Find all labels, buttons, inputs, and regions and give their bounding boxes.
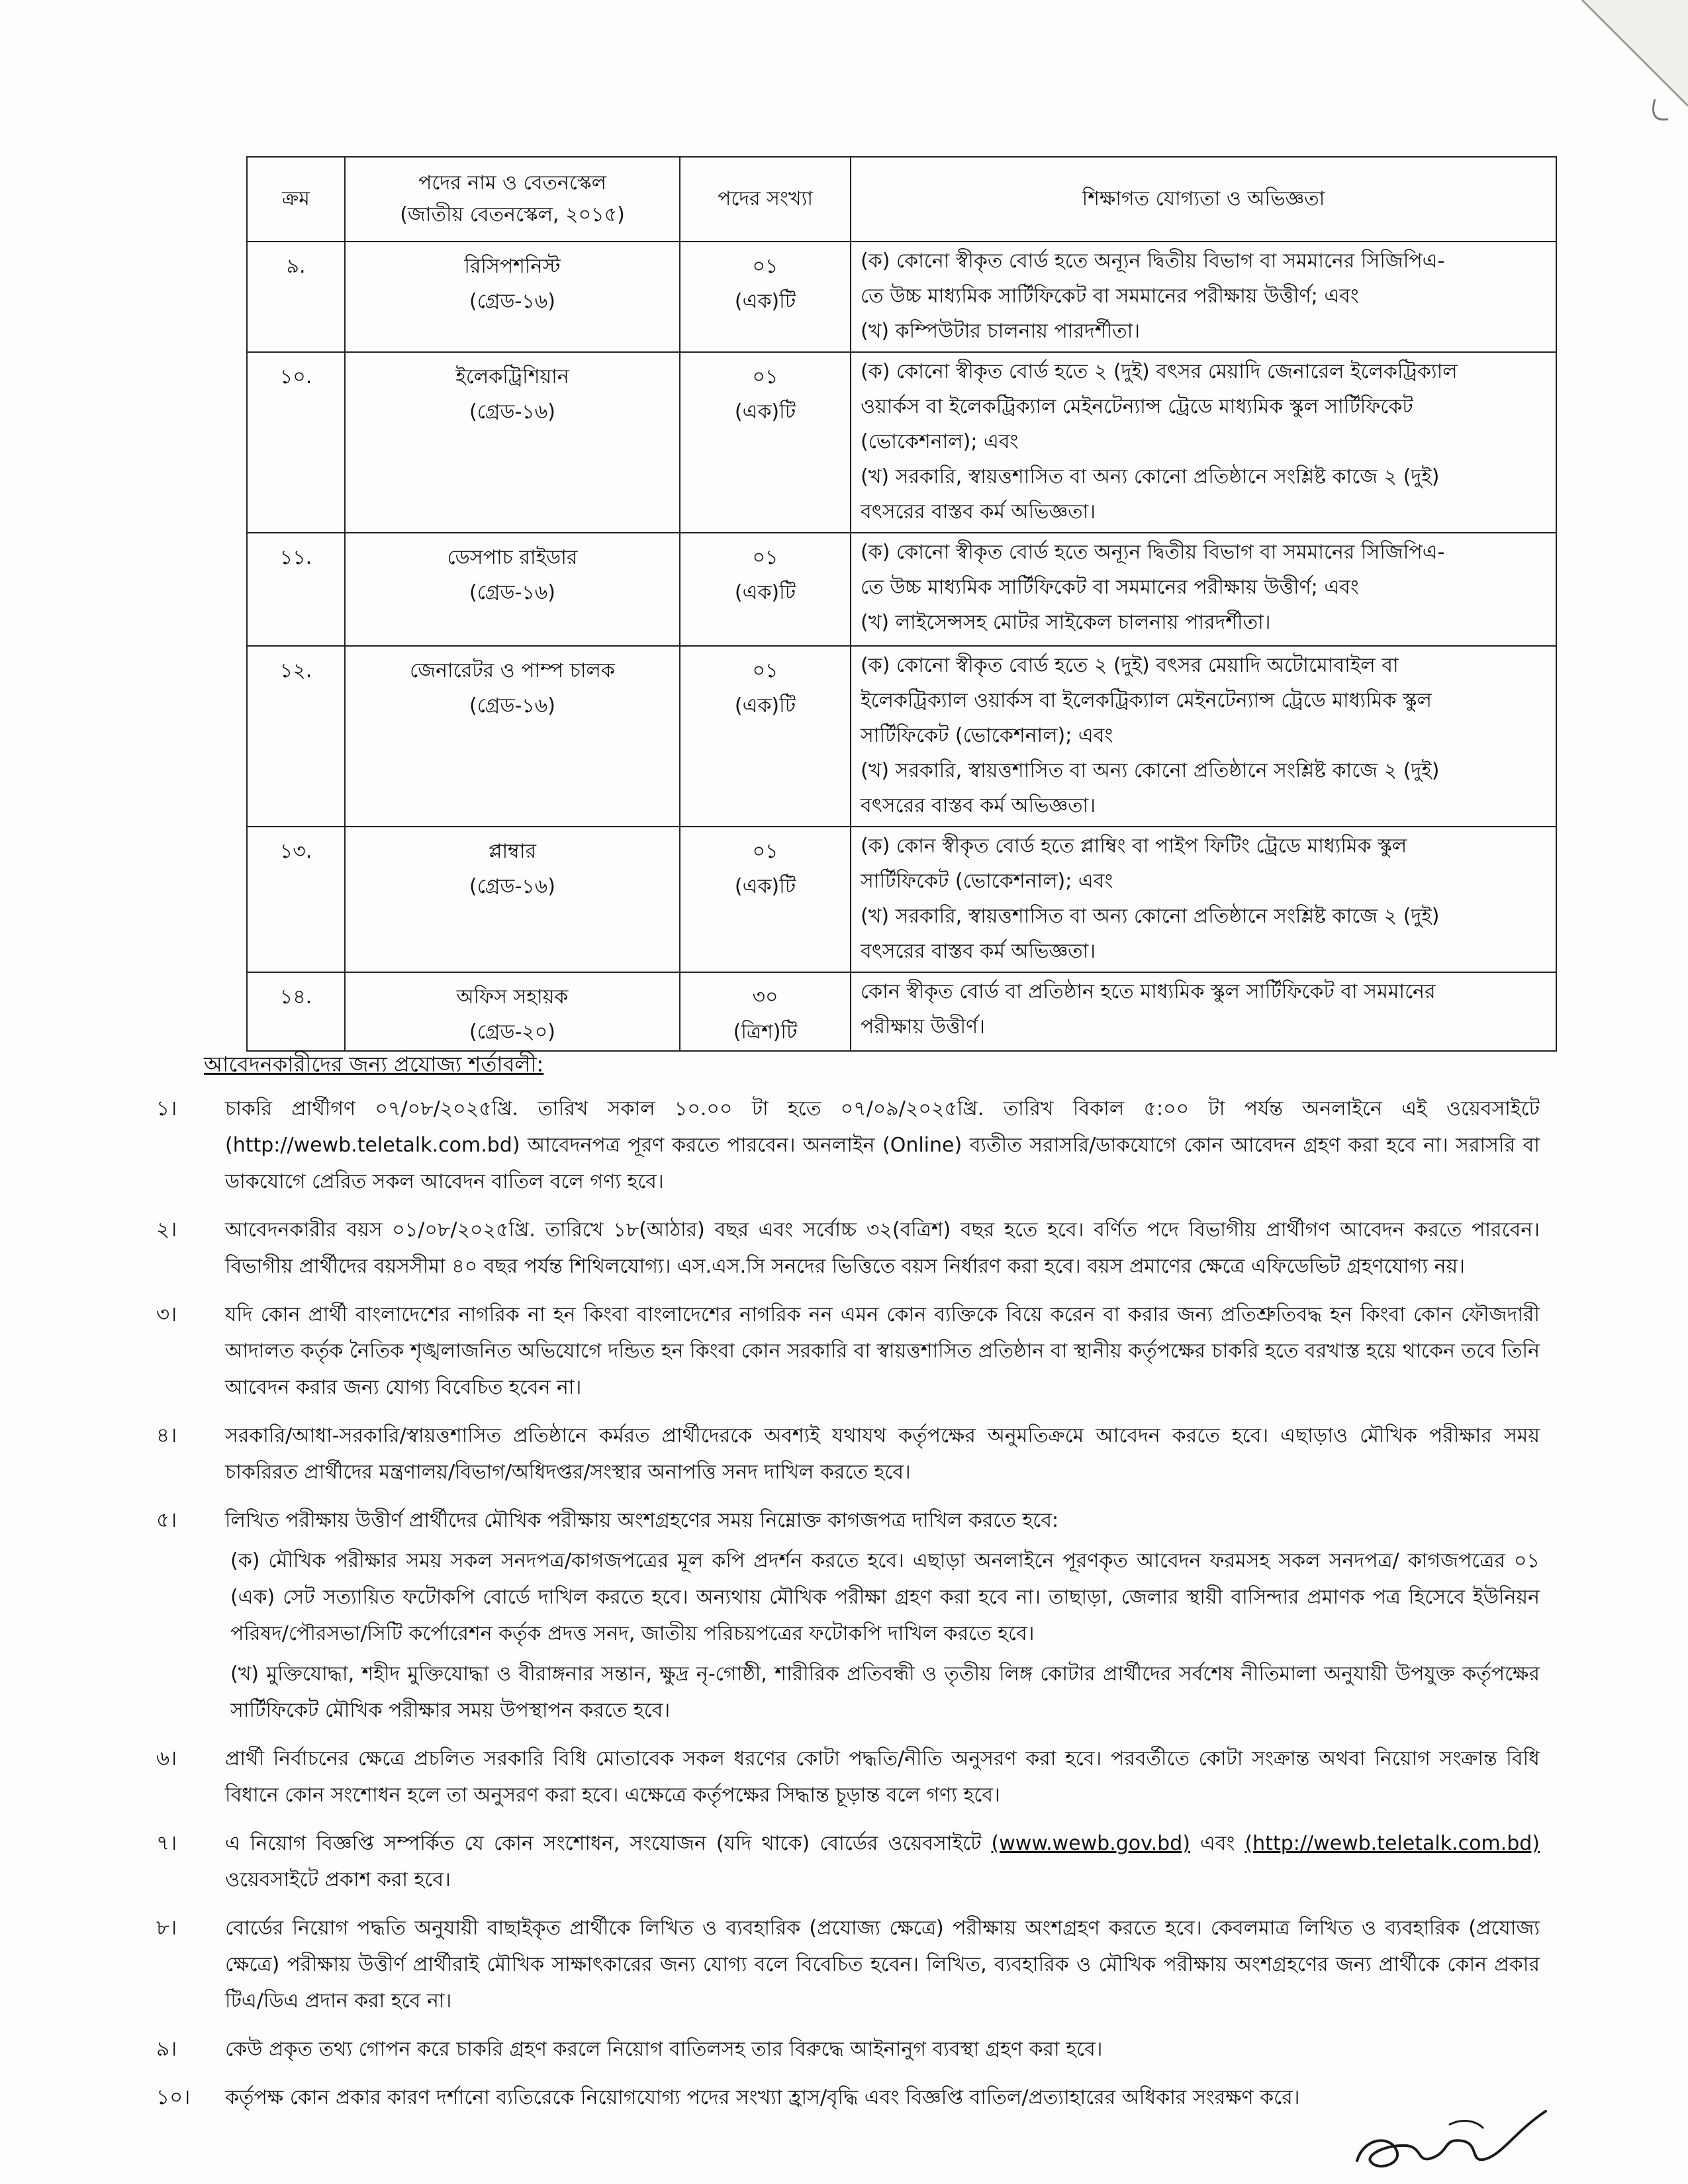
qualification-line: (খ) সরকারি, স্বায়ত্তশাসিত বা অন্য কোনো প্রতিষ্ঠানে সংশ্লিষ্ট কাজে ২ (দুই) bbox=[861, 759, 1440, 782]
condition-text: বোর্ডের নিয়োগ পদ্ধতি অনুযায়ী বাছাইকৃত প্রার্থীকে লিখিত ও ব্যবহারিক (প্রযোজ্য ক্ষেত্রে) পরীক্ষায় অংশগ্রহণ করতে হবে। কেবলমাত্র লিখিত ও ব্যবহারিক (প্রযোজ্য ক্ষেত্রে) পরীক্ষায় উত্তীর্ণ প্রার্থীরাই মৌখিক সাক্ষাৎকারের জন্য যোগ্য বলে বিবেচিত হবেন। লিখিত, ব্যবহারিক ও মৌখিক পরীক্ষায় অংশগ্রহণের জন্য প্রার্থীকে কোন প্রকার টিএ/ডিএ প্রদান করা হবে না। bbox=[225, 1917, 1540, 2013]
row-count bbox=[680, 242, 851, 352]
page-corner-curl bbox=[1542, 0, 1688, 146]
post-name: জেনারেটর ও পাম্প চালক bbox=[410, 659, 615, 682]
condition-number: ৭। bbox=[156, 1831, 177, 1855]
post-count-words: (এক)টি bbox=[734, 875, 796, 898]
table-row bbox=[247, 352, 1556, 533]
qualification-line: (ক) কোনো স্বীকৃত বোর্ড হতে ২ (দুই) বৎসর মেয়াদি জেনারেল ইলেকট্রিক্যাল bbox=[861, 360, 1458, 383]
header-count: পদের সংখ্যা bbox=[680, 157, 851, 242]
row-count bbox=[680, 533, 851, 646]
condition-text-end: ওয়েবসাইটে প্রকাশ করা হবে। bbox=[225, 1868, 451, 1891]
condition-text-block bbox=[225, 1502, 1540, 1729]
condition-text-block bbox=[225, 1825, 1540, 1898]
qualification-line: (খ) লাইসেন্সসহ মোটর সাইকেল চালনায় পারদর্শীতা। bbox=[861, 611, 1271, 634]
qualification-line: পরীক্ষায় উত্তীর্ণ। bbox=[861, 1015, 985, 1038]
post-count-words: (এক)টি bbox=[734, 290, 796, 313]
post-name: অফিস সহায়ক bbox=[456, 985, 569, 1009]
post-name: প্লাম্বার bbox=[488, 840, 537, 863]
condition-number: ৬। bbox=[156, 1747, 177, 1770]
condition-text: কর্তৃপক্ষ কোন প্রকার কারণ দর্শানো ব্যতিরেকে নিয়োগযোগ্য পদের সংখ্যা হ্রাস/বৃদ্ধি এবং বিজ্ঞপ্তি বাতিল/প্রত্যাহারের অধিকার সংরক্ষণ করে। bbox=[225, 2086, 1300, 2109]
qualification-line: (ক) কোনো স্বীকৃত বোর্ড হতে ২ (দুই) বৎসর মেয়াদি অটোমোবাইল বা bbox=[861, 654, 1399, 677]
handwritten-signature bbox=[1350, 2098, 1549, 2184]
qualification-line: (খ) সরকারি, স্বায়ত্তশাসিত বা অন্য কোনো প্রতিষ্ঠানে সংশ্লিষ্ট কাজে ২ (দুই) bbox=[861, 905, 1440, 928]
posts-table bbox=[246, 156, 1557, 1052]
post-grade: (গ্রেড-১৬) bbox=[469, 581, 555, 604]
row-serial: ৯. bbox=[247, 242, 345, 352]
condition-item-5 bbox=[156, 1502, 1540, 1729]
row-serial: ১৩. bbox=[247, 827, 345, 972]
header-post-line1: পদের নাম ও বেতনস্কেল bbox=[418, 171, 606, 195]
qualification-line: (খ) কম্পিউটার চালনায় পারদর্শীতা। bbox=[861, 320, 1141, 343]
qualification-line: তে উচ্চ মাধ্যমিক সার্টিফিকেট বা সমমানের পরীক্ষায় উত্তীর্ণ; এবং bbox=[861, 576, 1359, 599]
qualification-line: (ক) কোনো স্বীকৃত বোর্ড হতে অন্যূন দ্বিতীয় বিভাগ বা সমমানের সিজিপিএ- bbox=[861, 541, 1445, 564]
post-count: ০১ bbox=[752, 255, 778, 278]
condition-text: আবেদনকারীর বয়স ০১/০৮/২০২৫খ্রি. তারিখে ১৮(আঠার) বছর এবং সর্বোচ্চ ৩২(বত্রিশ) বছর হতে হবে। বর্ণিত পদে বিভাগীয় প্রার্থীগণ আবেদন করতে পারবেন। বিভাগীয় প্রার্থীদের বয়সসীমা ৪০ বছর পর্যন্ত শিথিলযোগ্য। এস.এস.সি সনদের ভিত্তিতে বয়স নির্ধারণ করা হবে। বয়স প্রমাণের ক্ষেত্রে এফিডেভিট গ্রহণযোগ্য নয়। bbox=[225, 1218, 1540, 1278]
post-count: ০১ bbox=[752, 659, 778, 682]
qualification-line: কোন স্বীকৃত বোর্ড বা প্রতিষ্ঠান হতে মাধ্যমিক স্কুল সার্টিফিকেট বা সমমানের bbox=[861, 980, 1436, 1003]
header-post bbox=[345, 157, 680, 242]
row-post bbox=[345, 533, 680, 646]
condition-item-6 bbox=[156, 1741, 1540, 1813]
post-grade: (গ্রেড-১৬) bbox=[469, 400, 555, 424]
row-count bbox=[680, 352, 851, 533]
condition-item-10 bbox=[156, 2079, 1540, 2116]
row-count bbox=[680, 972, 851, 1051]
row-post bbox=[345, 827, 680, 972]
table-row bbox=[247, 533, 1556, 646]
row-serial: ১০. bbox=[247, 352, 345, 533]
condition-text: লিখিত পরীক্ষায় উত্তীর্ণ প্রার্থীদের মৌখিক পরীক্ষায় অংশগ্রহণের সময় নিম্নোক্ত কাগজপত্র দাখিল করতে হবে: bbox=[225, 1509, 1059, 1532]
qualification-line: সার্টিফিকেট (ভোকেশনাল); এবং bbox=[861, 724, 1113, 747]
qualification-line: তে উচ্চ মাধ্যমিক সার্টিফিকেট বা সমমানের পরীক্ষায় উত্তীর্ণ; এবং bbox=[861, 285, 1359, 308]
row-serial: ১১. bbox=[247, 533, 345, 646]
condition-text: যদি কোন প্রার্থী বাংলাদেশের নাগরিক না হন কিংবা বাংলাদেশের নাগরিক নন এমন কোন ব্যক্তিকে বিয়ে করেন বা করার জন্য প্রতিশ্রুতিবদ্ধ হন কিংবা কোন ফৌজদারী আদালত কর্তৃক নৈতিক শৃঙ্খলাজনিত অভিযোগে দন্ডিত হন কিংবা কোন সরকারি বা স্বায়ত্তশাসিত প্রতিষ্ঠান বা স্থানীয় কর্তৃপক্ষের চাকরি হতে বরখাস্ত হয়ে থাকেন তবে তিনি আবেদন করার জন্য যোগ্য বিবেচিত হবেন না। bbox=[225, 1303, 1540, 1399]
condition-text-and: এবং bbox=[1199, 1832, 1235, 1855]
row-post bbox=[345, 972, 680, 1051]
condition-number: ৮। bbox=[156, 1916, 177, 1940]
row-count bbox=[680, 827, 851, 972]
condition-number: ৫। bbox=[156, 1508, 177, 1532]
post-name: ইলেকট্রিশিয়ান bbox=[455, 365, 569, 388]
condition-number: ৯। bbox=[156, 2037, 177, 2061]
row-qualification bbox=[851, 533, 1556, 646]
condition-text: সরকারি/আধা-সরকারি/স্বায়ত্তশাসিত প্রতিষ্ঠানে কর্মরত প্রার্থীদেরকে অবশ্যই যথাযথ কর্তৃপক্ষের অনুমতিক্রমে আবেদন করতে হবে। এছাড়াও মৌখিক পরীক্ষার সময় চাকরিরত প্রার্থীদের মন্ত্রণালয়/বিভাগ/অধিদপ্তর/সংস্থার অনাপত্তি সনদ দাখিল করতে হবে। bbox=[225, 1424, 1540, 1484]
post-count: ০১ bbox=[752, 365, 778, 388]
qualification-line: (ক) কোনো স্বীকৃত বোর্ড হতে অন্যূন দ্বিতীয় বিভাগ বা সমমানের সিজিপিএ- bbox=[861, 250, 1445, 273]
condition-item-7 bbox=[156, 1825, 1540, 1898]
table-body bbox=[247, 242, 1556, 1051]
post-count-words: (এক)টি bbox=[734, 694, 796, 717]
post-count: ০১ bbox=[752, 546, 778, 569]
table-header-row bbox=[247, 157, 1556, 242]
condition-item-3 bbox=[156, 1297, 1540, 1406]
post-grade: (গ্রেড-১৬) bbox=[469, 875, 555, 898]
qualification-line: (ভোকেশনাল); এবং bbox=[861, 430, 1019, 453]
condition-subitem-kha: (খ) মুক্তিযোদ্ধা, শহীদ মুক্তিযোদ্ধা ও বীরাঙ্গনার সন্তান, ক্ষুদ্র নৃ-গোষ্ঠী, শারীরিক প্রতিবন্ধী ও তৃতীয় লিঙ্গ কোটার প্রার্থীদের সর্বশেষ নীতিমালা অনুযায়ী উপযুক্ত কর্তৃপক্ষের সার্টিফিকেট মৌখিক পরীক্ষার সময় উপস্থাপন করতে হবে। bbox=[230, 1662, 1540, 1722]
row-post bbox=[345, 352, 680, 533]
condition-subitem-ka: (ক) মৌখিক পরীক্ষার সময় সকল সনদপত্র/কাগজপত্রের মূল কপি প্রদর্শন করতে হবে। এছাড়া অনলাইনে পূরণকৃত আবেদন ফরমসহ সকল সনদপত্র/ কাগজপত্রের ০১ (এক) সেট সত্যায়িত ফটোকপি বোর্ডে দাখিল করতে হবে। অন্যথায় মৌখিক পরীক্ষা গ্রহণ করা হবে না। তাছাড়া, জেলার স্থায়ী বাসিন্দার প্রমাণক পত্র হিসেবে ইউনিয়ন পরিষদ/পৌরসভা/সিটি কর্পোরেশন কর্তৃক প্রদত্ত সনদ, জাতীয় পরিচয়পত্রের ফটোকপি দাখিল করতে হবে। bbox=[230, 1549, 1540, 1645]
condition-text: কেউ প্রকৃত তথ্য গোপন করে চাকরি গ্রহণ করলে নিয়োগ বাতিলসহ তার বিরুদ্ধে আইনানুগ ব্যবস্থা গ্রহণ করা হবে। bbox=[225, 2038, 1103, 2061]
condition-number: ৪। bbox=[156, 1424, 177, 1447]
condition-text: প্রার্থী নির্বাচনের ক্ষেত্রে প্রচলিত সরকারি বিধি মোতাবেক সকল ধরণের কোটা পদ্ধতি/নীতি অনুসরণ করা হবে। পরবর্তীতে কোটা সংক্রান্ত অথবা নিয়োগ সংক্রান্ত বিধি বিধানে কোন সংশোধন হলে তা অনুসরণ করা হবে। এক্ষেত্রে কর্তৃপক্ষের সিদ্ধান্ত চূড়ান্ত বলে গণ্য হবে। bbox=[225, 1747, 1540, 1807]
table-row bbox=[247, 972, 1556, 1051]
table-row bbox=[247, 242, 1556, 352]
qualification-line: (খ) সরকারি, স্বায়ত্তশাসিত বা অন্য কোনো প্রতিষ্ঠানে সংশ্লিষ্ট কাজে ২ (দুই) bbox=[861, 465, 1440, 488]
row-qualification bbox=[851, 827, 1556, 972]
row-serial: ১৪. bbox=[247, 972, 345, 1051]
table-row bbox=[247, 827, 1556, 972]
row-post bbox=[345, 242, 680, 352]
row-serial: ১২. bbox=[247, 646, 345, 827]
qualification-line: বৎসরের বাস্তব কর্ম অভিজ্ঞতা। bbox=[861, 500, 1096, 523]
condition-item-8 bbox=[156, 1910, 1540, 2019]
post-count-words: (এক)টি bbox=[734, 581, 796, 604]
header-serial: ক্রম bbox=[247, 157, 345, 242]
row-qualification bbox=[851, 242, 1556, 352]
condition-number: ১০। bbox=[156, 2085, 191, 2109]
header-post-line2: (জাতীয় বেতনস্কেল, ২০১৫) bbox=[400, 203, 625, 226]
qualification-line: ইলেকট্রিক্যাল ওয়ার্কস বা ইলেকট্রিক্যাল মেইনটেন্যান্স ট্রেডে মাধ্যমিক স্কুল bbox=[861, 689, 1432, 712]
row-post bbox=[345, 646, 680, 827]
condition-item-4 bbox=[156, 1418, 1540, 1490]
post-grade: (গ্রেড-১৬) bbox=[469, 290, 555, 313]
header-qualification: শিক্ষাগত যোগ্যতা ও অভিজ্ঞতা bbox=[851, 157, 1556, 242]
row-qualification bbox=[851, 352, 1556, 533]
qualification-line: বৎসরের বাস্তব কর্ম অভিজ্ঞতা। bbox=[861, 940, 1096, 963]
row-count bbox=[680, 646, 851, 827]
condition-text: চাকরি প্রার্থীগণ ০৭/০৮/২০২৫খ্রি. তারিখ সকাল ১০.০০ টা হতে ০৭/০৯/২০২৫খ্রি. তারিখ বিকাল ৫:০০ টা পর্যন্ত অনলাইনে এই ওয়েবসাইটে (http://wewb.teletalk.com.bd) আবেদনপত্র পূরণ করতে পারবেন। অনলাইন (Online) ব্যতীত সরাসরি/ডাকযোগে কোন আবেদন গ্রহণ করা হবে না। সরাসরি বা ডাকযোগে প্রেরিত সকল আবেদন বাতিল বলে গণ্য হবে। bbox=[225, 1097, 1540, 1193]
row-qualification bbox=[851, 972, 1556, 1051]
condition-item-1 bbox=[156, 1091, 1540, 1200]
condition-number: ১। bbox=[156, 1097, 177, 1120]
condition-number: ২। bbox=[156, 1218, 177, 1242]
job-posts-table bbox=[246, 156, 1556, 1052]
post-grade: (গ্রেড-২০) bbox=[469, 1021, 555, 1044]
post-count-words: (এক)টি bbox=[734, 400, 796, 424]
condition-item-2 bbox=[156, 1212, 1540, 1285]
condition-number: ৩। bbox=[156, 1302, 177, 1326]
table-row bbox=[247, 646, 1556, 827]
post-count-words: (ত্রিশ)টি bbox=[733, 1021, 798, 1044]
post-count: ৩০ bbox=[752, 985, 778, 1009]
qualification-line: বৎসরের বাস্তব কর্ম অভিজ্ঞতা। bbox=[861, 794, 1096, 817]
post-grade: (গ্রেড-১৬) bbox=[469, 694, 555, 717]
qualification-line: সার্টিফিকেট (ভোকেশনাল); এবং bbox=[861, 870, 1113, 893]
post-name: রিসিপশনিস্ট bbox=[464, 255, 561, 278]
conditions-title: আবেদনকারীদের জন্য প্রযোজ্য শর্তাবলী: bbox=[204, 1052, 544, 1077]
conditions-list bbox=[156, 1091, 1540, 2128]
condition-item-9 bbox=[156, 2031, 1540, 2068]
post-name: ডেসপাচ রাইডার bbox=[447, 546, 578, 569]
qualification-line: ওয়ার্কস বা ইলেকট্রিক্যাল মেইনটেন্যান্স ট্রেডে মাধ্যমিক স্কুল সার্টিফিকেট bbox=[861, 395, 1413, 418]
board-website-link[interactable]: (www.wewb.gov.bd) bbox=[991, 1832, 1190, 1855]
condition-text: এ নিয়োগ বিজ্ঞপ্তি সম্পর্কিত যে কোন সংশোধন, সংযোজন (যদি থাকে) বোর্ডের ওয়েবসাইটে bbox=[225, 1832, 982, 1855]
row-qualification bbox=[851, 646, 1556, 827]
teletalk-website-link[interactable]: (http://wewb.teletalk.com.bd) bbox=[1244, 1832, 1540, 1855]
post-count: ০১ bbox=[752, 840, 778, 863]
qualification-line: (ক) কোন স্বীকৃত বোর্ড হতে প্লাম্বিং বা পাইপ ফিটিং ট্রেডে মাধ্যমিক স্কুল bbox=[861, 835, 1407, 858]
